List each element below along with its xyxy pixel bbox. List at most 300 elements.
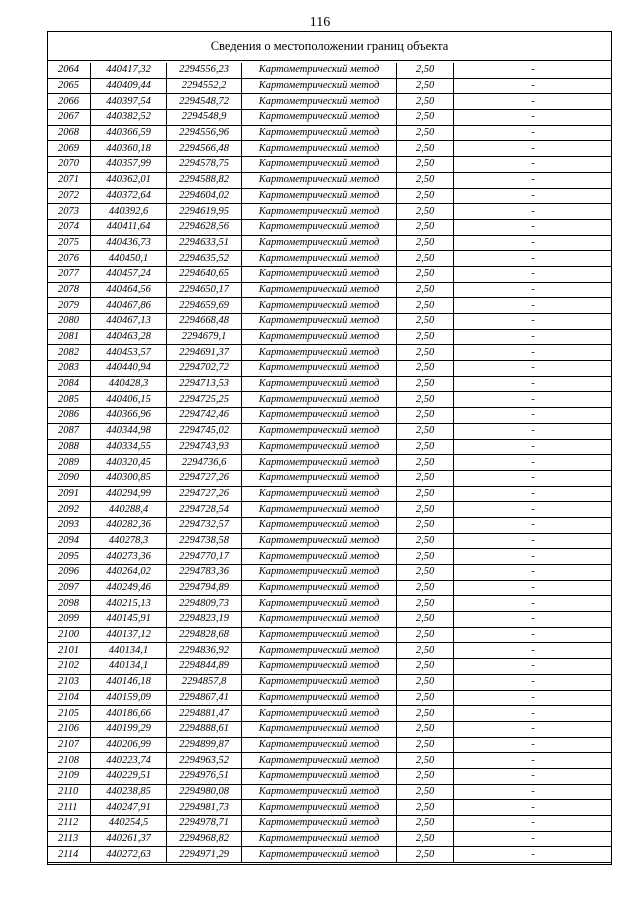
description-cell: - bbox=[454, 768, 613, 784]
x-coordinate-cell: 440134,1 bbox=[91, 659, 167, 675]
method-cell: Картометрический метод bbox=[242, 690, 397, 706]
y-coordinate-cell: 2294794,89 bbox=[167, 580, 242, 596]
method-cell: Картометрический метод bbox=[242, 737, 397, 753]
description-cell: - bbox=[454, 235, 613, 251]
y-coordinate-cell: 2294727,26 bbox=[167, 470, 242, 486]
description-cell: - bbox=[454, 737, 613, 753]
y-coordinate-cell: 2294556,23 bbox=[167, 63, 242, 78]
x-coordinate-cell: 440254,5 bbox=[91, 816, 167, 832]
table-row bbox=[48, 753, 613, 769]
x-coordinate-cell: 440261,37 bbox=[91, 831, 167, 847]
point-number-cell: 2105 bbox=[48, 706, 91, 722]
description-cell: - bbox=[454, 517, 613, 533]
x-coordinate-cell: 440362,01 bbox=[91, 172, 167, 188]
x-coordinate-cell: 440145,91 bbox=[91, 612, 167, 628]
table-row bbox=[48, 768, 613, 784]
point-number-cell: 2099 bbox=[48, 612, 91, 628]
accuracy-cell: 2,50 bbox=[397, 659, 454, 675]
table-row bbox=[48, 549, 613, 565]
method-cell: Картометрический метод bbox=[242, 172, 397, 188]
table-row bbox=[48, 612, 613, 628]
x-coordinate-cell: 440215,13 bbox=[91, 596, 167, 612]
x-coordinate-cell: 440450,1 bbox=[91, 251, 167, 267]
method-cell: Картометрический метод bbox=[242, 282, 397, 298]
table-row bbox=[48, 78, 613, 94]
x-coordinate-cell: 440357,99 bbox=[91, 157, 167, 173]
x-coordinate-cell: 440392,6 bbox=[91, 204, 167, 220]
x-coordinate-cell: 440229,51 bbox=[91, 768, 167, 784]
method-cell: Картометрический метод bbox=[242, 596, 397, 612]
table-row bbox=[48, 266, 613, 282]
description-cell: - bbox=[454, 172, 613, 188]
point-number-cell: 2079 bbox=[48, 298, 91, 314]
y-coordinate-cell: 2294828,68 bbox=[167, 627, 242, 643]
table-row bbox=[48, 94, 613, 110]
y-coordinate-cell: 2294978,71 bbox=[167, 816, 242, 832]
point-number-cell: 2110 bbox=[48, 784, 91, 800]
x-coordinate-cell: 440134,1 bbox=[91, 643, 167, 659]
y-coordinate-cell: 2294844,89 bbox=[167, 659, 242, 675]
x-coordinate-cell: 440440,94 bbox=[91, 361, 167, 377]
description-cell: - bbox=[454, 282, 613, 298]
coordinates-table-body bbox=[48, 63, 613, 863]
point-number-cell: 2065 bbox=[48, 78, 91, 94]
y-coordinate-cell: 2294548,72 bbox=[167, 94, 242, 110]
x-coordinate-cell: 440406,15 bbox=[91, 392, 167, 408]
table-row bbox=[48, 361, 613, 377]
x-coordinate-cell: 440320,45 bbox=[91, 455, 167, 471]
description-cell: - bbox=[454, 141, 613, 157]
point-number-cell: 2091 bbox=[48, 486, 91, 502]
method-cell: Картометрический метод bbox=[242, 251, 397, 267]
point-number-cell: 2103 bbox=[48, 674, 91, 690]
accuracy-cell: 2,50 bbox=[397, 847, 454, 863]
method-cell: Картометрический метод bbox=[242, 345, 397, 361]
y-coordinate-cell: 2294823,19 bbox=[167, 612, 242, 628]
section-title: Сведения о местоположении границ объекта bbox=[48, 32, 611, 61]
table-row bbox=[48, 784, 613, 800]
point-number-cell: 2106 bbox=[48, 721, 91, 737]
y-coordinate-cell: 2294867,41 bbox=[167, 690, 242, 706]
table-row bbox=[48, 439, 613, 455]
x-coordinate-cell: 440294,99 bbox=[91, 486, 167, 502]
description-cell: - bbox=[454, 847, 613, 863]
method-cell: Картометрический метод bbox=[242, 659, 397, 675]
description-cell: - bbox=[454, 580, 613, 596]
accuracy-cell: 2,50 bbox=[397, 78, 454, 94]
point-number-cell: 2071 bbox=[48, 172, 91, 188]
method-cell: Картометрический метод bbox=[242, 612, 397, 628]
accuracy-cell: 2,50 bbox=[397, 753, 454, 769]
description-cell: - bbox=[454, 784, 613, 800]
y-coordinate-cell: 2294668,48 bbox=[167, 314, 242, 330]
description-cell: - bbox=[454, 63, 613, 78]
y-coordinate-cell: 2294650,17 bbox=[167, 282, 242, 298]
table-row bbox=[48, 219, 613, 235]
y-coordinate-cell: 2294732,57 bbox=[167, 517, 242, 533]
x-coordinate-cell: 440467,13 bbox=[91, 314, 167, 330]
description-cell: - bbox=[454, 674, 613, 690]
table-row bbox=[48, 188, 613, 204]
table-row bbox=[48, 517, 613, 533]
accuracy-cell: 2,50 bbox=[397, 737, 454, 753]
y-coordinate-cell: 2294743,93 bbox=[167, 439, 242, 455]
point-number-cell: 2067 bbox=[48, 110, 91, 126]
table-row bbox=[48, 816, 613, 832]
accuracy-cell: 2,50 bbox=[397, 800, 454, 816]
accuracy-cell: 2,50 bbox=[397, 266, 454, 282]
description-cell: - bbox=[454, 721, 613, 737]
description-cell: - bbox=[454, 596, 613, 612]
coordinates-table bbox=[47, 63, 612, 863]
point-number-cell: 2109 bbox=[48, 768, 91, 784]
table-row bbox=[48, 565, 613, 581]
description-cell: - bbox=[454, 612, 613, 628]
point-number-cell: 2100 bbox=[48, 627, 91, 643]
x-coordinate-cell: 440372,64 bbox=[91, 188, 167, 204]
y-coordinate-cell: 2294736,6 bbox=[167, 455, 242, 471]
x-coordinate-cell: 440344,98 bbox=[91, 423, 167, 439]
y-coordinate-cell: 2294976,51 bbox=[167, 768, 242, 784]
y-coordinate-cell: 2294742,46 bbox=[167, 408, 242, 424]
accuracy-cell: 2,50 bbox=[397, 172, 454, 188]
accuracy-cell: 2,50 bbox=[397, 470, 454, 486]
table-row bbox=[48, 392, 613, 408]
x-coordinate-cell: 440463,28 bbox=[91, 329, 167, 345]
method-cell: Картометрический метод bbox=[242, 753, 397, 769]
table-row bbox=[48, 141, 613, 157]
x-coordinate-cell: 440334,55 bbox=[91, 439, 167, 455]
x-coordinate-cell: 440288,4 bbox=[91, 502, 167, 518]
y-coordinate-cell: 2294728,54 bbox=[167, 502, 242, 518]
point-number-cell: 2088 bbox=[48, 439, 91, 455]
accuracy-cell: 2,50 bbox=[397, 768, 454, 784]
point-number-cell: 2078 bbox=[48, 282, 91, 298]
point-number-cell: 2082 bbox=[48, 345, 91, 361]
point-number-cell: 2069 bbox=[48, 141, 91, 157]
y-coordinate-cell: 2294619,95 bbox=[167, 204, 242, 220]
method-cell: Картометрический метод bbox=[242, 486, 397, 502]
accuracy-cell: 2,50 bbox=[397, 376, 454, 392]
y-coordinate-cell: 2294604,02 bbox=[167, 188, 242, 204]
table-row bbox=[48, 329, 613, 345]
accuracy-cell: 2,50 bbox=[397, 423, 454, 439]
point-number-cell: 2076 bbox=[48, 251, 91, 267]
point-number-cell: 2114 bbox=[48, 847, 91, 863]
method-cell: Картометрический метод bbox=[242, 141, 397, 157]
accuracy-cell: 2,50 bbox=[397, 831, 454, 847]
description-cell: - bbox=[454, 125, 613, 141]
y-coordinate-cell: 2294725,25 bbox=[167, 392, 242, 408]
table-row bbox=[48, 282, 613, 298]
point-number-cell: 2096 bbox=[48, 565, 91, 581]
method-cell: Картометрический метод bbox=[242, 580, 397, 596]
x-coordinate-cell: 440146,18 bbox=[91, 674, 167, 690]
table-row bbox=[48, 502, 613, 518]
description-cell: - bbox=[454, 533, 613, 549]
y-coordinate-cell: 2294980,08 bbox=[167, 784, 242, 800]
accuracy-cell: 2,50 bbox=[397, 517, 454, 533]
table-row bbox=[48, 423, 613, 439]
point-number-cell: 2085 bbox=[48, 392, 91, 408]
x-coordinate-cell: 440411,64 bbox=[91, 219, 167, 235]
accuracy-cell: 2,50 bbox=[397, 690, 454, 706]
description-cell: - bbox=[454, 78, 613, 94]
method-cell: Картометрический метод bbox=[242, 408, 397, 424]
point-number-cell: 2072 bbox=[48, 188, 91, 204]
method-cell: Картометрический метод bbox=[242, 784, 397, 800]
point-number-cell: 2094 bbox=[48, 533, 91, 549]
method-cell: Картометрический метод bbox=[242, 455, 397, 471]
y-coordinate-cell: 2294566,48 bbox=[167, 141, 242, 157]
description-cell: - bbox=[454, 753, 613, 769]
method-cell: Картометрический метод bbox=[242, 392, 397, 408]
table-row bbox=[48, 125, 613, 141]
method-cell: Картометрический метод bbox=[242, 314, 397, 330]
description-cell: - bbox=[454, 94, 613, 110]
x-coordinate-cell: 440366,59 bbox=[91, 125, 167, 141]
y-coordinate-cell: 2294727,26 bbox=[167, 486, 242, 502]
method-cell: Картометрический метод bbox=[242, 549, 397, 565]
table-row bbox=[48, 674, 613, 690]
y-coordinate-cell: 2294548,9 bbox=[167, 110, 242, 126]
point-number-cell: 2080 bbox=[48, 314, 91, 330]
y-coordinate-cell: 2294588,82 bbox=[167, 172, 242, 188]
method-cell: Картометрический метод bbox=[242, 643, 397, 659]
table-row bbox=[48, 533, 613, 549]
method-cell: Картометрический метод bbox=[242, 361, 397, 377]
method-cell: Картометрический метод bbox=[242, 439, 397, 455]
table-row bbox=[48, 800, 613, 816]
table-row bbox=[48, 110, 613, 126]
x-coordinate-cell: 440428,3 bbox=[91, 376, 167, 392]
method-cell: Картометрический метод bbox=[242, 470, 397, 486]
table-row bbox=[48, 314, 613, 330]
accuracy-cell: 2,50 bbox=[397, 706, 454, 722]
description-cell: - bbox=[454, 251, 613, 267]
accuracy-cell: 2,50 bbox=[397, 157, 454, 173]
table-row bbox=[48, 172, 613, 188]
accuracy-cell: 2,50 bbox=[397, 565, 454, 581]
method-cell: Картометрический метод bbox=[242, 847, 397, 863]
description-cell: - bbox=[454, 831, 613, 847]
boundary-coordinates-sheet bbox=[47, 31, 612, 865]
x-coordinate-cell: 440159,09 bbox=[91, 690, 167, 706]
point-number-cell: 2084 bbox=[48, 376, 91, 392]
description-cell: - bbox=[454, 423, 613, 439]
y-coordinate-cell: 2294888,61 bbox=[167, 721, 242, 737]
method-cell: Картометрический метод bbox=[242, 816, 397, 832]
table-row bbox=[48, 706, 613, 722]
y-coordinate-cell: 2294691,37 bbox=[167, 345, 242, 361]
y-coordinate-cell: 2294971,29 bbox=[167, 847, 242, 863]
description-cell: - bbox=[454, 219, 613, 235]
method-cell: Картометрический метод bbox=[242, 94, 397, 110]
accuracy-cell: 2,50 bbox=[397, 282, 454, 298]
table-row bbox=[48, 235, 613, 251]
x-coordinate-cell: 440206,99 bbox=[91, 737, 167, 753]
accuracy-cell: 2,50 bbox=[397, 439, 454, 455]
point-number-cell: 2090 bbox=[48, 470, 91, 486]
accuracy-cell: 2,50 bbox=[397, 580, 454, 596]
description-cell: - bbox=[454, 643, 613, 659]
table-row bbox=[48, 298, 613, 314]
table-row bbox=[48, 847, 613, 863]
point-number-cell: 2075 bbox=[48, 235, 91, 251]
y-coordinate-cell: 2294713,53 bbox=[167, 376, 242, 392]
accuracy-cell: 2,50 bbox=[397, 486, 454, 502]
table-row bbox=[48, 455, 613, 471]
accuracy-cell: 2,50 bbox=[397, 784, 454, 800]
x-coordinate-cell: 440264,02 bbox=[91, 565, 167, 581]
y-coordinate-cell: 2294633,51 bbox=[167, 235, 242, 251]
table-row bbox=[48, 63, 613, 78]
point-number-cell: 2102 bbox=[48, 659, 91, 675]
method-cell: Картометрический метод bbox=[242, 565, 397, 581]
table-row bbox=[48, 251, 613, 267]
accuracy-cell: 2,50 bbox=[397, 596, 454, 612]
description-cell: - bbox=[454, 204, 613, 220]
accuracy-cell: 2,50 bbox=[397, 408, 454, 424]
accuracy-cell: 2,50 bbox=[397, 502, 454, 518]
point-number-cell: 2077 bbox=[48, 266, 91, 282]
x-coordinate-cell: 440457,24 bbox=[91, 266, 167, 282]
table-row bbox=[48, 831, 613, 847]
accuracy-cell: 2,50 bbox=[397, 219, 454, 235]
description-cell: - bbox=[454, 298, 613, 314]
table-row bbox=[48, 596, 613, 612]
point-number-cell: 2081 bbox=[48, 329, 91, 345]
y-coordinate-cell: 2294635,52 bbox=[167, 251, 242, 267]
y-coordinate-cell: 2294702,72 bbox=[167, 361, 242, 377]
description-cell: - bbox=[454, 800, 613, 816]
method-cell: Картометрический метод bbox=[242, 204, 397, 220]
description-cell: - bbox=[454, 565, 613, 581]
method-cell: Картометрический метод bbox=[242, 157, 397, 173]
method-cell: Картометрический метод bbox=[242, 235, 397, 251]
description-cell: - bbox=[454, 439, 613, 455]
x-coordinate-cell: 440409,44 bbox=[91, 78, 167, 94]
accuracy-cell: 2,50 bbox=[397, 235, 454, 251]
accuracy-cell: 2,50 bbox=[397, 125, 454, 141]
accuracy-cell: 2,50 bbox=[397, 345, 454, 361]
method-cell: Картометрический метод bbox=[242, 78, 397, 94]
accuracy-cell: 2,50 bbox=[397, 94, 454, 110]
method-cell: Картометрический метод bbox=[242, 266, 397, 282]
point-number-cell: 2089 bbox=[48, 455, 91, 471]
point-number-cell: 2108 bbox=[48, 753, 91, 769]
point-number-cell: 2112 bbox=[48, 816, 91, 832]
y-coordinate-cell: 2294552,2 bbox=[167, 78, 242, 94]
y-coordinate-cell: 2294679,1 bbox=[167, 329, 242, 345]
method-cell: Картометрический метод bbox=[242, 721, 397, 737]
accuracy-cell: 2,50 bbox=[397, 721, 454, 737]
y-coordinate-cell: 2294578,75 bbox=[167, 157, 242, 173]
y-coordinate-cell: 2294899,87 bbox=[167, 737, 242, 753]
accuracy-cell: 2,50 bbox=[397, 533, 454, 549]
y-coordinate-cell: 2294809,73 bbox=[167, 596, 242, 612]
point-number-cell: 2086 bbox=[48, 408, 91, 424]
description-cell: - bbox=[454, 627, 613, 643]
y-coordinate-cell: 2294857,8 bbox=[167, 674, 242, 690]
table-row bbox=[48, 204, 613, 220]
point-number-cell: 2097 bbox=[48, 580, 91, 596]
method-cell: Картометрический метод bbox=[242, 517, 397, 533]
x-coordinate-cell: 440137,12 bbox=[91, 627, 167, 643]
point-number-cell: 2113 bbox=[48, 831, 91, 847]
accuracy-cell: 2,50 bbox=[397, 63, 454, 78]
accuracy-cell: 2,50 bbox=[397, 141, 454, 157]
description-cell: - bbox=[454, 706, 613, 722]
x-coordinate-cell: 440464,56 bbox=[91, 282, 167, 298]
point-number-cell: 2087 bbox=[48, 423, 91, 439]
accuracy-cell: 2,50 bbox=[397, 329, 454, 345]
point-number-cell: 2083 bbox=[48, 361, 91, 377]
description-cell: - bbox=[454, 188, 613, 204]
x-coordinate-cell: 440272,63 bbox=[91, 847, 167, 863]
method-cell: Картометрический метод bbox=[242, 63, 397, 78]
description-cell: - bbox=[454, 110, 613, 126]
accuracy-cell: 2,50 bbox=[397, 816, 454, 832]
y-coordinate-cell: 2294968,82 bbox=[167, 831, 242, 847]
table-row bbox=[48, 737, 613, 753]
y-coordinate-cell: 2294556,96 bbox=[167, 125, 242, 141]
x-coordinate-cell: 440238,85 bbox=[91, 784, 167, 800]
point-number-cell: 2095 bbox=[48, 549, 91, 565]
x-coordinate-cell: 440360,18 bbox=[91, 141, 167, 157]
description-cell: - bbox=[454, 345, 613, 361]
y-coordinate-cell: 2294659,69 bbox=[167, 298, 242, 314]
point-number-cell: 2101 bbox=[48, 643, 91, 659]
y-coordinate-cell: 2294783,36 bbox=[167, 565, 242, 581]
method-cell: Картометрический метод bbox=[242, 674, 397, 690]
x-coordinate-cell: 440199,29 bbox=[91, 721, 167, 737]
table-row bbox=[48, 627, 613, 643]
accuracy-cell: 2,50 bbox=[397, 204, 454, 220]
description-cell: - bbox=[454, 408, 613, 424]
description-cell: - bbox=[454, 690, 613, 706]
y-coordinate-cell: 2294640,65 bbox=[167, 266, 242, 282]
method-cell: Картометрический метод bbox=[242, 800, 397, 816]
point-number-cell: 2093 bbox=[48, 517, 91, 533]
x-coordinate-cell: 440436,73 bbox=[91, 235, 167, 251]
description-cell: - bbox=[454, 486, 613, 502]
y-coordinate-cell: 2294981,73 bbox=[167, 800, 242, 816]
description-cell: - bbox=[454, 392, 613, 408]
table-row bbox=[48, 157, 613, 173]
method-cell: Картометрический метод bbox=[242, 627, 397, 643]
point-number-cell: 2064 bbox=[48, 63, 91, 78]
table-row bbox=[48, 690, 613, 706]
point-number-cell: 2074 bbox=[48, 219, 91, 235]
table-row bbox=[48, 580, 613, 596]
table-row bbox=[48, 721, 613, 737]
x-coordinate-cell: 440382,52 bbox=[91, 110, 167, 126]
table-row bbox=[48, 376, 613, 392]
point-number-cell: 2066 bbox=[48, 94, 91, 110]
accuracy-cell: 2,50 bbox=[397, 110, 454, 126]
x-coordinate-cell: 440282,36 bbox=[91, 517, 167, 533]
method-cell: Картометрический метод bbox=[242, 533, 397, 549]
x-coordinate-cell: 440247,91 bbox=[91, 800, 167, 816]
method-cell: Картометрический метод bbox=[242, 219, 397, 235]
table-row bbox=[48, 486, 613, 502]
accuracy-cell: 2,50 bbox=[397, 549, 454, 565]
accuracy-cell: 2,50 bbox=[397, 612, 454, 628]
point-number-cell: 2104 bbox=[48, 690, 91, 706]
accuracy-cell: 2,50 bbox=[397, 674, 454, 690]
description-cell: - bbox=[454, 266, 613, 282]
